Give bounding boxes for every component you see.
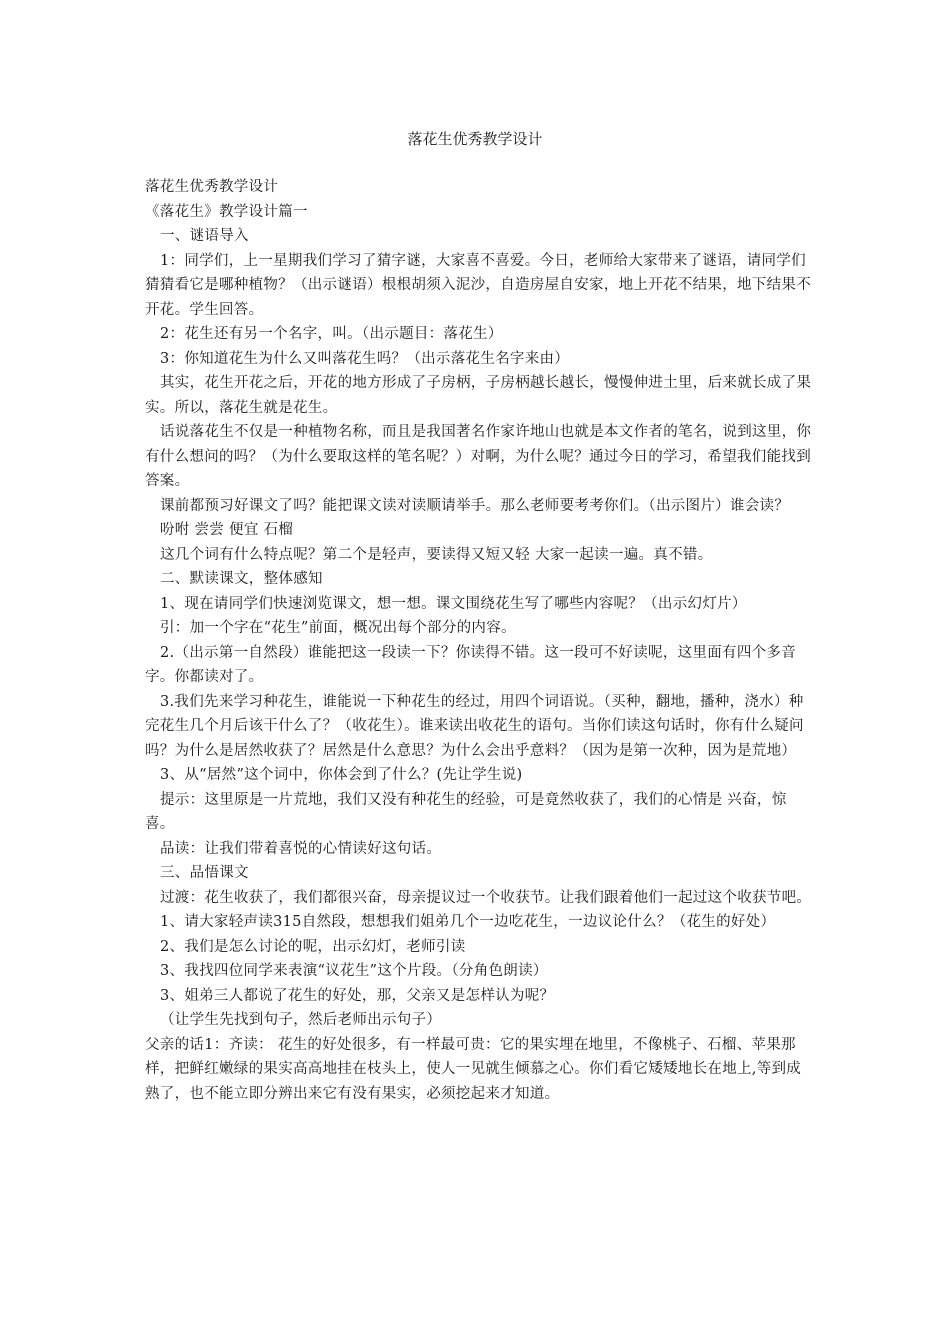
paragraph: 二、默读课文，整体感知 xyxy=(160,571,323,587)
paragraph: 一、谜语导入 xyxy=(160,228,249,244)
paragraph: 引：加一个字在“花生”前面，概况出每个部分的内容。 xyxy=(160,620,516,636)
document-body xyxy=(145,175,813,1106)
paragraph: 品读：让我们带着喜悦的心情读好这句话。 xyxy=(160,840,442,857)
paragraph: 父亲的话1：齐读： 花生的好处很多，有一样最可贵：它的果实埋在地里，不像桃子、石榴、苹果那样，把鲜红嫩绿的果实高高地挂在枝头上，使人一见就生倾慕之心。你们看它矮矮地长在地上,等到成熟了，也不能立即分辨出来它有没有果实，必须挖起来才知道。 xyxy=(145,1036,802,1102)
paragraph: 3、姐弟三人都说了花生的好处，那，父亲又是怎样认为呢？ xyxy=(160,987,555,1004)
paragraph: 2、我们是怎么讨论的呢，出示幻灯，老师引读 xyxy=(160,938,466,955)
paragraph: 落花生优秀教学设计 xyxy=(145,179,279,195)
paragraph: 1、请大家轻声读315自然段，想想我们姐弟几个一边吃花生，一边议论什么？（花生的好处） xyxy=(160,914,776,930)
paragraph: 3：你知道花生为什么又叫落花生吗？（出示落花生名字来由） xyxy=(160,350,570,367)
paragraph: 3、从“居然”这个词中，你体会到了什么？(先让学生说) xyxy=(160,767,523,783)
document-title: 落花生优秀教学设计 xyxy=(407,130,543,148)
paragraph: 《落花生》教学设计篇一 xyxy=(145,203,308,220)
paragraph: 其实，花生开花之后，开花的地方形成了子房柄，子房柄越长越长，慢慢伸进土里，后来就长成了果实。所以，落花生就是花生。 xyxy=(145,375,812,416)
paragraph: 2.（出示第一自然段）谁能把这一段读一下？你读得不错。这一段可不好读呢，这里面有四个多音字。你都读对了。 xyxy=(145,644,797,685)
paragraph: 吩咐 尝尝 便宜 石榴 xyxy=(160,522,294,538)
paragraph: 过渡：花生收获了，我们都很兴奋，母亲提议过一个收获节。让我们跟着他们一起过这个收获节吧。 xyxy=(160,889,812,906)
paragraph: 课前都预习好课文了吗？能把课文读对读顺请举手。那么老师要考考你们。（出示图片）谁会读？ xyxy=(160,497,790,514)
paragraph: 三、品悟课文 xyxy=(160,865,249,881)
paragraph: 3.我们先来学习种花生，谁能说一下种花生的经过，用四个词语说。（买种，翻地，播种，浇水）种完花生几个月后该干什么了？（收花生）。谁来读出收花生的语句。当你们读这句话时，你有什么疑问吗？为什么是居然收获了？居然是什么意思？为什么会出乎意料？（因为是第一次种，因为是荒地） xyxy=(145,693,804,759)
paragraph: 话说落花生不仅是一种植物名称，而且是我国著名作家许地山也就是本文作者的笔名，说到这里，你有什么想问的吗？（为什么要取这样的笔名呢？）对啊，为什么呢？通过今日的学习，希望我们能找到答案。 xyxy=(145,424,812,489)
paragraph: 3、我找四位同学来表演“议花生”这个片段。（分角色朗读） xyxy=(160,963,548,979)
paragraph: 1：同学们，上一星期我们学习了猜字谜，大家喜不喜爱。今日，老师给大家带来了谜语，请同学们猜猜看它是哪种植物？（出示谜语）根根胡须入泥沙，自造房屋自安家，地上开花不结果，地下结果不开花。学生回答。 xyxy=(145,252,811,318)
paragraph: 这几个词有什么特点呢？第二个是轻声，要读得又短又轻 大家一起读一遍。真不错。 xyxy=(160,546,713,563)
paragraph: 1、现在请同学们快速浏览课文，想一想。课文围绕花生写了哪些内容呢？（出示幻灯片） xyxy=(160,595,747,612)
paragraph: 提示：这里原是一片荒地，我们又没有种花生的经验，可是竟然收获了，我们的心情是 兴奋，惊喜。 xyxy=(145,791,787,832)
paragraph: 2：花生还有另一个名字，叫。（出示题目：落花生） xyxy=(160,326,503,342)
paragraph: （让学生先找到句子，然后老师出示句子） xyxy=(160,1012,442,1028)
